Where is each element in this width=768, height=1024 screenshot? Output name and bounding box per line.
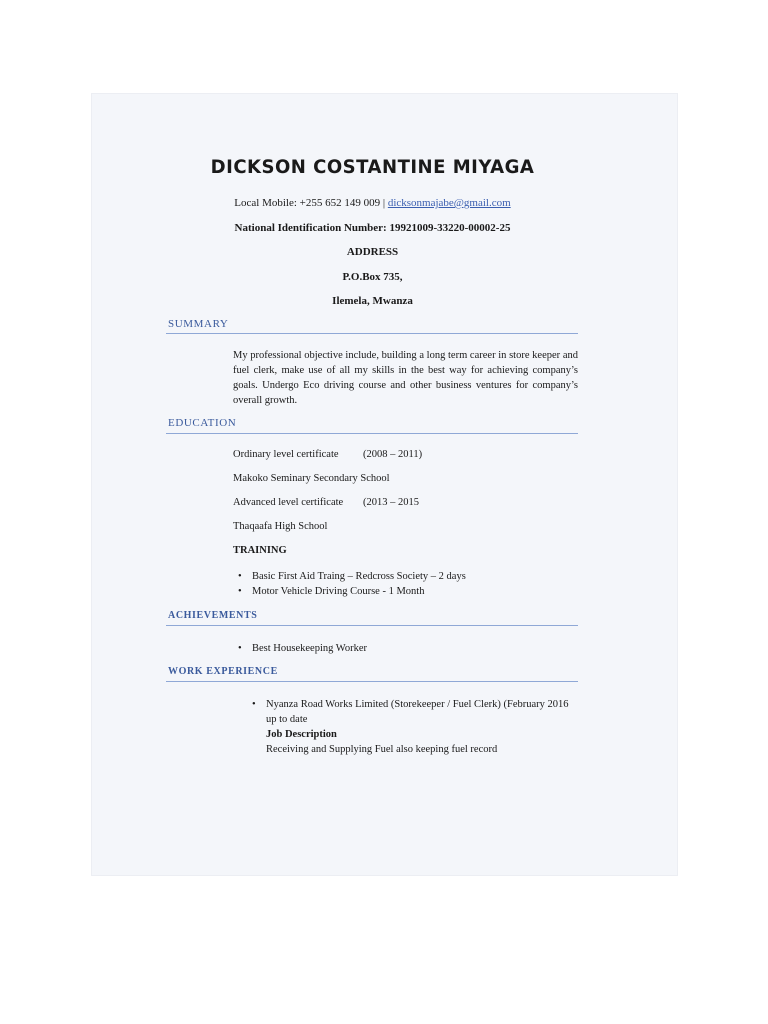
achievements-list <box>238 641 368 656</box>
achievements-heading: ACHIEVEMENTS <box>168 610 258 621</box>
address-heading: ADDRESS <box>346 246 399 258</box>
education-dates: (2008 – 2011) <box>363 449 423 460</box>
work-experience-heading: WORK EXPERIENCE <box>168 666 278 677</box>
education-label: Thaqaafa High School <box>233 521 328 532</box>
email-link[interactable]: dicksonmajabe@gmail.com <box>387 197 511 209</box>
scanned-page <box>91 93 678 876</box>
candidate-name: DICKSON COSTANTINE MIYAGA <box>210 156 535 178</box>
job-description-heading: Job Description <box>266 729 337 740</box>
training-heading: TRAINING <box>233 545 287 556</box>
section-divider <box>166 433 578 434</box>
section-divider <box>166 681 578 682</box>
contact-phone: Local Mobile: +255 652 149 009 | <box>234 197 388 209</box>
education-item <box>233 473 390 484</box>
education-item <box>233 521 327 532</box>
training-list <box>238 569 466 599</box>
section-divider <box>166 333 578 334</box>
work-entry <box>252 697 576 757</box>
education-label: Ordinary level certificate <box>233 449 339 460</box>
bullet-icon: • <box>238 571 242 582</box>
address-line-2: Ilemela, Mwanza <box>332 295 413 307</box>
bullet-icon: • <box>252 699 256 710</box>
job-description-text: Receiving and Supplying Fuel also keeping fuel record <box>266 744 498 755</box>
bullet-icon: • <box>238 586 242 597</box>
list-item: • Best Housekeeping Worker <box>238 643 368 654</box>
summary-heading: SUMMARY <box>168 318 229 330</box>
education-item <box>233 449 423 460</box>
contact-line <box>0 197 745 209</box>
list-item: • Basic First Aid Traing – Redcross Society – 2 days <box>238 571 466 582</box>
education-dates: (2013 – 2015 <box>363 497 419 508</box>
address-line-1: P.O.Box 735, <box>342 271 403 283</box>
summary-text: My professional objective include, building a long term career in store keeper and fuel clerk, make use of all my skills in the best way for achieving company’s goals. Undergo Eco driving course and other business ventures for company’s overall growth. <box>233 350 578 406</box>
education-label: Makoko Seminary Secondary School <box>233 473 390 484</box>
education-item <box>233 497 419 508</box>
section-divider <box>166 625 578 626</box>
bullet-icon: • <box>238 643 242 654</box>
education-heading: EDUCATION <box>168 417 237 429</box>
national-id: National Identification Number: 19921009-33220-00002-25 <box>234 222 511 234</box>
work-entry-text: Nyanza Road Works Limited (Storekeeper / Fuel Clerk) (February 2016 up to date <box>266 699 569 725</box>
education-label: Advanced level certificate <box>233 497 344 508</box>
list-item: • Motor Vehicle Driving Course - 1 Month <box>238 586 425 597</box>
